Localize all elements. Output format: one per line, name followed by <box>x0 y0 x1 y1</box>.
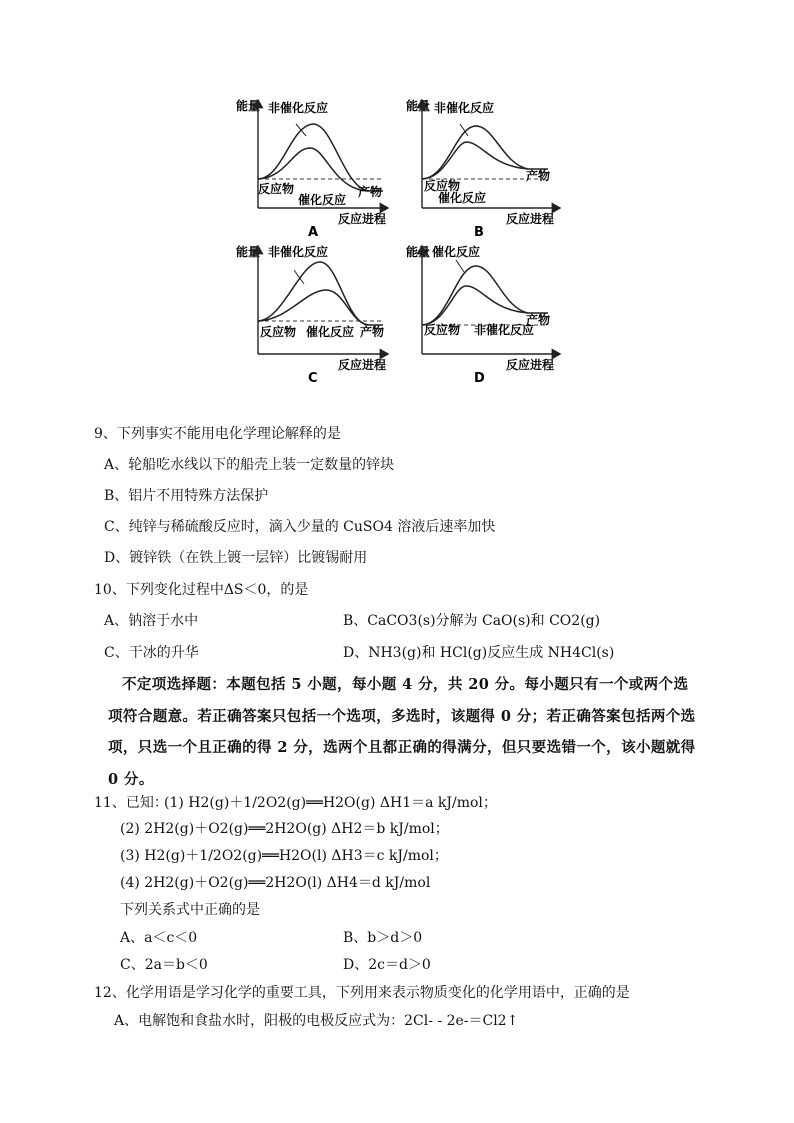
q11-lead: 11、已知： <box>94 795 168 811</box>
q11-eq2: (2) 2H2(g)＋O2(g)══2H2O(g) ΔH2＝b kJ/mol； <box>120 821 449 837</box>
progress-axis-label: 反应进程 <box>506 212 555 226</box>
q9-option-b: B、铝片不用特殊方法保护 <box>104 488 269 504</box>
progress-axis-label: 反应进程 <box>338 358 387 372</box>
q11-stem: 下列关系式中正确的是 <box>120 902 260 918</box>
panel-a-label-4: 产物 <box>358 185 383 199</box>
energy-axis-label: 能量 <box>236 99 261 113</box>
q12-stem: 12、化学用语是学习化学的重要工具，下列用来表示物质变化的化学用语中，正确的是 <box>94 985 630 1001</box>
q10-stem: 10、下列变化过程中ΔS＜0，的是 <box>94 582 309 598</box>
progress-axis-label: 反应进程 <box>338 212 387 226</box>
panel-a-label-2: 反应物 <box>258 182 295 196</box>
panel-d-letter: D <box>474 371 485 386</box>
panel-d-label-3: 非催化反应 <box>474 323 535 337</box>
panel-b-letter: B <box>474 225 484 240</box>
panel-c-label-3: 催化反应 <box>306 325 355 339</box>
energy-axis-label: 能量 <box>236 245 261 259</box>
q11-eq1: (1) H2(g)＋1/2O2(g)══H2O(g) ΔH1＝a kJ/mol； <box>164 795 497 811</box>
q11-option-c: C、2a＝b＜0 <box>120 957 208 973</box>
energy-diagrams-figure <box>228 96 568 388</box>
panel-c-label-2: 反应物 <box>260 325 297 339</box>
q10-option-a: A、钠溶于水中 <box>104 613 199 629</box>
q10-option-c: C、干冰的升华 <box>104 645 199 661</box>
panel-c-label-4: 产物 <box>360 325 385 339</box>
q11-eq4: (4) 2H2(g)＋O2(g)══2H2O(l) ΔH4＝d kJ/mol <box>120 875 431 891</box>
q11-eq3: (3) H2(g)＋1/2O2(g)══H2O(l) ΔH3＝c kJ/mol； <box>120 848 448 864</box>
q10-option-d: D、NH3(g)和 HCl(g)反应生成 NH4Cl(s) <box>343 645 615 661</box>
panel-c-letter: C <box>308 371 318 386</box>
q11-option-b: B、b＞d＞0 <box>343 930 423 946</box>
panel-b-label-2: 反应物 <box>424 179 461 193</box>
energy-axis-label: 能量 <box>406 99 431 113</box>
panel-b-label-3: 催化反应 <box>438 191 487 205</box>
panel-c <box>236 244 388 386</box>
panel-c-label-1: 非催化反应 <box>268 245 329 259</box>
q11-option-d: D、2c＝d＞0 <box>343 957 431 973</box>
progress-axis-label: 反应进程 <box>506 358 555 372</box>
panel-b-label-4: 产物 <box>526 169 551 183</box>
q9-option-d: D、镀锌铁（在铁上镀一层锌）比镀锡耐用 <box>104 550 368 566</box>
panel-d-label-1: 催化反应 <box>432 245 481 259</box>
panel-d-label-4: 产物 <box>526 313 551 327</box>
energy-diagrams-svg <box>228 96 568 388</box>
panel-a-letter: A <box>308 225 319 240</box>
q12-option-a: A、电解饱和食盐水时，阳极的电极反应式为：2Cl- - 2e-＝Cl2↑ <box>114 1013 519 1029</box>
panel-b-label-1: 非催化反应 <box>434 101 495 115</box>
q9-option-c: C、纯锌与稀硫酸反应时，滴入少量的 CuSO4 溶液后速率加快 <box>104 519 496 535</box>
energy-axis-label: 能量 <box>406 245 431 259</box>
panel-a-label-3: 催化反应 <box>298 193 347 207</box>
q10-option-b: B、CaCO3(s)分解为 CaO(s)和 CO2(g) <box>343 613 601 629</box>
q9-option-a: A、轮船吃水线以下的船壳上装一定数量的锌块 <box>104 457 395 473</box>
panel-a <box>236 98 388 240</box>
q9-stem: 9、下列事实不能用电化学理论解释的是 <box>94 426 341 442</box>
panel-b <box>406 98 560 240</box>
panel-d-label-2: 反应物 <box>424 323 461 337</box>
section-instructions: 不定项选择题：本题包括 5 小题，每小题 4 分，共 20 分。每小题只有一个或两个选项符合题意。若正确答案只包括一个选项，多选时，该题得 0 分；若正确答案包括两个选项，只选一个且正确的得 2 分，选两个且都正确的得满分，但只要选错一个，该小题就得 0 分。 <box>108 676 696 788</box>
panel-d <box>406 244 560 386</box>
q11-option-a: A、a＜c＜0 <box>120 930 198 946</box>
panel-a-label-1: 非催化反应 <box>268 101 329 115</box>
